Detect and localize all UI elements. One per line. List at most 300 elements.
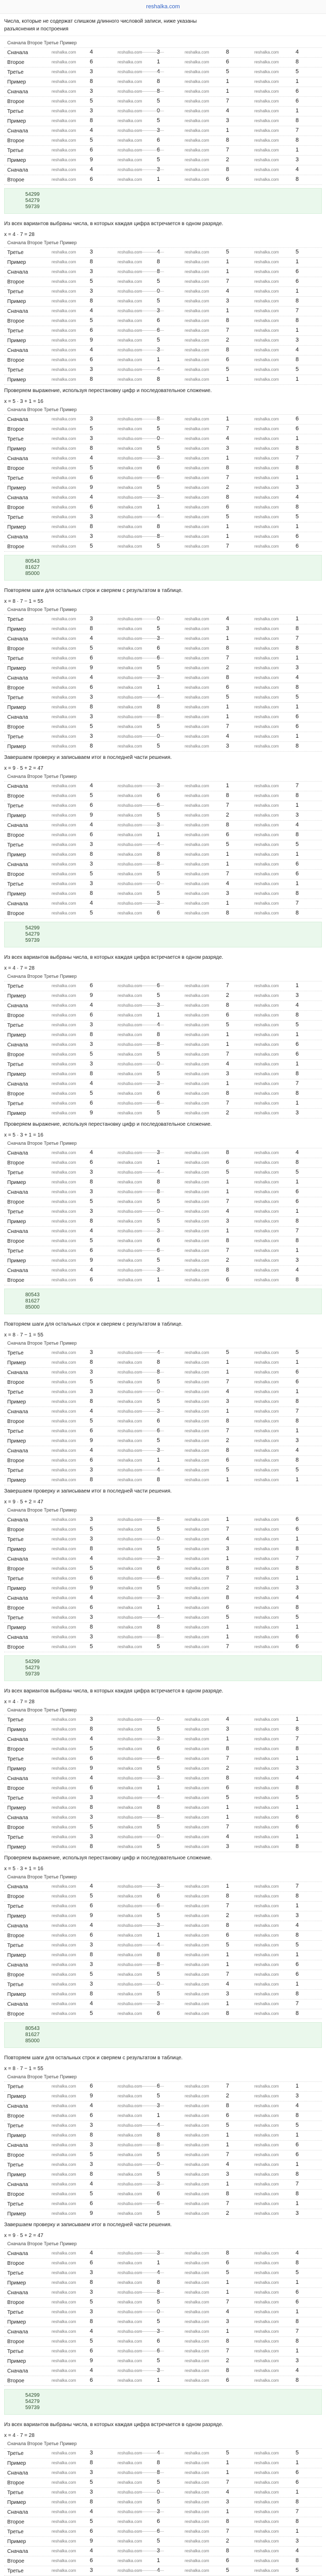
- row-digit: 3: [90, 841, 93, 848]
- watermark-text: reshalka.com: [118, 2539, 142, 2544]
- watermark-text: reshalka.com: [52, 138, 76, 143]
- row-label: Второе: [7, 1278, 25, 1283]
- watermark-text: reshalka.com: [254, 1747, 279, 1751]
- table-row: [4, 624, 322, 634]
- watermark-text: reshalka.com: [118, 1032, 142, 1037]
- row-label: Сначала: [7, 1409, 28, 1415]
- row-digit: 1: [226, 851, 230, 857]
- row-digit: 6: [157, 910, 160, 916]
- row-digit: 4: [90, 2328, 93, 2334]
- row-digit: 8: [226, 1447, 230, 1453]
- row-label: Пример: [7, 1399, 26, 1405]
- row-digit: 3: [90, 2289, 93, 2295]
- row-digit: 6: [90, 1277, 93, 1283]
- watermark-text: reshalka.com: [52, 901, 76, 906]
- row-digit: 5: [157, 2093, 160, 2099]
- row-digit: 5: [90, 1824, 93, 1830]
- row-digit: 7: [226, 982, 230, 989]
- watermark-text: reshalka.com: [185, 1962, 209, 1967]
- row-label: Пример: [7, 1219, 26, 1225]
- row-digit: 3: [90, 2142, 93, 2148]
- watermark-text: reshalka.com: [254, 1605, 279, 1610]
- row-digit: 8: [157, 1031, 160, 1038]
- row-digit: 6: [90, 2083, 93, 2089]
- watermark-text: reshalka.com: [118, 2359, 142, 2363]
- table-row: [4, 2249, 322, 2259]
- row-digit: 5: [157, 2171, 160, 2177]
- watermark-text: reshalka.com: [254, 2490, 279, 2495]
- watermark-text: reshalka.com: [185, 158, 209, 162]
- row-digit: 8: [296, 910, 299, 916]
- row-digit: 8: [296, 137, 299, 143]
- watermark-text: reshalka.com: [185, 1013, 209, 1018]
- solution-note: Повторяем шаги для остальных строк и сверяем с результатом в таблице.: [4, 1321, 183, 1327]
- table-row: [4, 2478, 322, 2488]
- watermark-text: reshalka.com: [118, 1766, 142, 1771]
- row-label: Второе: [7, 685, 25, 691]
- row-digit: 1: [296, 523, 299, 530]
- row-digit: 5: [90, 465, 93, 471]
- row-digit: 8: [296, 1012, 299, 1018]
- table-row: [4, 1456, 322, 1466]
- watermark-text: reshalka.com: [185, 2349, 209, 2353]
- table-row: [4, 2131, 322, 2141]
- watermark-text: reshalka.com: [254, 1170, 279, 1175]
- row-label: Пример: [7, 485, 26, 491]
- row-digit: 5: [157, 2151, 160, 2158]
- highlight-number: 81627: [25, 565, 40, 570]
- watermark-text: reshalka.com: [254, 1409, 279, 1414]
- watermark-text: reshalka.com: [52, 646, 76, 651]
- watermark-text: reshalka.com: [52, 1429, 76, 1433]
- row-digit: 4: [226, 288, 230, 294]
- row-digit: 8: [296, 117, 299, 124]
- highlight-number: 54299: [25, 1659, 40, 1665]
- row-digit: 6: [296, 2142, 299, 2148]
- row-digit: 8: [226, 1418, 230, 1424]
- row-digit: 1: [226, 523, 230, 530]
- row-digit: 4: [90, 1408, 93, 1414]
- row-digit: 6: [157, 2338, 160, 2344]
- row-digit: 3: [296, 2210, 299, 2216]
- watermark-text: reshalka.com: [254, 2143, 279, 2147]
- watermark-text: reshalka.com: [254, 99, 279, 104]
- table-row: [4, 1001, 322, 1011]
- watermark-text: reshalka.com: [185, 79, 209, 84]
- row-digit: 8: [226, 494, 230, 500]
- row-digit: 1: [157, 59, 160, 65]
- watermark-text: reshalka.com: [254, 1576, 279, 1581]
- watermark-text: reshalka.com: [254, 2104, 279, 2108]
- watermark-text: reshalka.com: [185, 177, 209, 182]
- row-digit: 9: [90, 992, 93, 998]
- row-digit: 4: [90, 2367, 93, 2374]
- table-row: [4, 2121, 322, 2131]
- row-digit: 1: [296, 2460, 299, 2466]
- row-digit: 5: [90, 645, 93, 651]
- row-digit: 5: [90, 1643, 93, 1650]
- watermark-text: reshalka.com: [118, 724, 142, 729]
- row-digit: 1: [296, 376, 299, 382]
- table-row: [4, 287, 322, 297]
- row-label: Сначала: [7, 1268, 28, 1274]
- row-digit: 5: [157, 890, 160, 896]
- row-digit: 6: [90, 2200, 93, 2207]
- watermark-text: reshalka.com: [52, 1199, 76, 1204]
- row-label: Сначала: [7, 1229, 28, 1234]
- watermark-text: reshalka.com: [52, 2329, 76, 2334]
- watermark-text: reshalka.com: [254, 1844, 279, 1849]
- watermark-text: reshalka.com: [254, 534, 279, 539]
- watermark-text: reshalka.com: [254, 1180, 279, 1184]
- row-label: Сначала: [7, 534, 28, 540]
- watermark-text: reshalka.com: [118, 1913, 142, 1918]
- table-row: [4, 2288, 322, 2298]
- watermark-text: reshalka.com: [185, 2510, 209, 2514]
- watermark-text: reshalka.com: [254, 1468, 279, 1472]
- watermark-text: reshalka.com: [185, 617, 209, 621]
- row-digit: 3: [226, 890, 230, 896]
- row-digit: 1: [226, 2181, 230, 2187]
- watermark-text: reshalka.com: [52, 842, 76, 847]
- watermark-text: reshalka.com: [185, 1884, 209, 1889]
- watermark-text: reshalka.com: [185, 1615, 209, 1620]
- row-digit: 2: [226, 2093, 230, 2099]
- row-label: Третье: [7, 1982, 24, 1988]
- watermark-text: reshalka.com: [118, 279, 142, 284]
- row-label: Сначала: [7, 1923, 28, 1929]
- table-row: [4, 444, 322, 454]
- table-row: [4, 1060, 322, 1070]
- row-label: Пример: [7, 2500, 26, 2505]
- row-digit: 1: [226, 1179, 230, 1185]
- row-digit: 7: [296, 900, 299, 906]
- row-digit: 6: [296, 1824, 299, 1830]
- row-digit: 1: [226, 1477, 230, 1483]
- table-row: [4, 1387, 322, 1397]
- watermark-text: reshalka.com: [185, 2368, 209, 2373]
- watermark-text: reshalka.com: [185, 250, 209, 255]
- row-digit: 8: [296, 504, 299, 510]
- watermark-text: reshalka.com: [185, 99, 209, 104]
- row-label: Сначала: [7, 1737, 28, 1742]
- watermark-text: reshalka.com: [118, 626, 142, 631]
- row-digit: 7: [226, 98, 230, 104]
- table-row: [4, 307, 322, 316]
- row-digit: 1: [296, 1208, 299, 1214]
- watermark-text: reshalka.com: [254, 993, 279, 998]
- row-digit: 5: [157, 1051, 160, 1057]
- watermark-text: reshalka.com: [52, 715, 76, 719]
- table-header: Сначала Второе Третье Пример: [4, 1141, 322, 1148]
- row-label: Третье: [7, 984, 24, 989]
- row-label: Сначала: [7, 1517, 28, 1523]
- row-digit: 8: [296, 465, 299, 471]
- watermark-text: reshalka.com: [118, 1953, 142, 1957]
- watermark-text: reshalka.com: [185, 1835, 209, 1839]
- watermark-text: reshalka.com: [118, 299, 142, 303]
- row-digit: 6: [90, 1159, 93, 1165]
- watermark-text: reshalka.com: [254, 1032, 279, 1037]
- watermark-text: reshalka.com: [254, 436, 279, 441]
- row-digit: 3: [226, 1218, 230, 1224]
- table-row: [4, 2337, 322, 2347]
- watermark-text: reshalka.com: [52, 1278, 76, 1282]
- watermark-text: reshalka.com: [52, 1448, 76, 1453]
- row-digit: 5: [90, 2518, 93, 2524]
- row-digit: 3: [90, 1981, 93, 1987]
- watermark-text: reshalka.com: [185, 427, 209, 431]
- solution-equation: x = 8 · 7 − 1 = 55: [4, 599, 43, 604]
- watermark-text: reshalka.com: [185, 705, 209, 709]
- row-digit: 3: [90, 268, 93, 275]
- row-digit: 1: [226, 2289, 230, 2295]
- row-label: Второе: [7, 2558, 25, 2564]
- row-digit: 3: [226, 298, 230, 304]
- row-digit: 1: [226, 308, 230, 314]
- row-guide-line: [118, 369, 164, 370]
- table-row: [4, 1735, 322, 1744]
- row-label: Сначала: [7, 2470, 28, 2476]
- watermark-text: reshalka.com: [118, 485, 142, 490]
- table-row: [4, 1427, 322, 1436]
- watermark-text: reshalka.com: [254, 1625, 279, 1630]
- watermark-text: reshalka.com: [52, 1913, 76, 1918]
- row-digit: 6: [226, 59, 230, 65]
- watermark-text: reshalka.com: [185, 1635, 209, 1639]
- row-digit: 4: [226, 1834, 230, 1840]
- watermark-text: reshalka.com: [52, 1150, 76, 1155]
- row-digit: 6: [90, 1903, 93, 1909]
- row-digit: 3: [296, 665, 299, 671]
- row-digit: 5: [157, 426, 160, 432]
- watermark-text: reshalka.com: [52, 1072, 76, 1076]
- table-row: [4, 1535, 322, 1545]
- row-digit: 3: [90, 1022, 93, 1028]
- watermark-text: reshalka.com: [52, 485, 76, 490]
- table-row: [4, 87, 322, 97]
- watermark-text: reshalka.com: [52, 524, 76, 529]
- row-digit: 6: [90, 1785, 93, 1791]
- table-row: [4, 831, 322, 840]
- highlight-number: 54299: [25, 192, 40, 197]
- watermark-text: reshalka.com: [254, 1399, 279, 1404]
- row-label: Сначала: [7, 1776, 28, 1782]
- site-link[interactable]: reshalka.com: [146, 4, 180, 10]
- watermark-text: reshalka.com: [185, 1913, 209, 1918]
- watermark-text: reshalka.com: [185, 279, 209, 284]
- row-digit: 6: [90, 2260, 93, 2266]
- row-digit: 3: [296, 337, 299, 343]
- row-digit: 1: [226, 1736, 230, 1742]
- row-digit: 3: [90, 1814, 93, 1820]
- table-row: [4, 2308, 322, 2317]
- watermark-text: reshalka.com: [52, 1350, 76, 1355]
- row-guide-line: [118, 1617, 164, 1618]
- watermark-text: reshalka.com: [254, 1478, 279, 1482]
- row-digit: 4: [90, 166, 93, 173]
- row-digit: 6: [90, 2377, 93, 2383]
- row-digit: 3: [90, 1169, 93, 1175]
- watermark-text: reshalka.com: [185, 2319, 209, 2324]
- row-digit: 6: [296, 278, 299, 284]
- row-digit: 7: [226, 1824, 230, 1830]
- watermark-text: reshalka.com: [185, 2519, 209, 2524]
- row-digit: 3: [90, 616, 93, 622]
- row-digit: 4: [90, 1775, 93, 1781]
- row-digit: 1: [226, 704, 230, 710]
- row-digit: 9: [90, 2358, 93, 2364]
- row-label: Сначала: [7, 2368, 28, 2374]
- row-digit: 4: [226, 108, 230, 114]
- row-digit: 5: [90, 2338, 93, 2344]
- row-digit: 8: [296, 1745, 299, 1752]
- row-digit: 8: [226, 2548, 230, 2554]
- watermark-text: reshalka.com: [185, 882, 209, 886]
- watermark-text: reshalka.com: [185, 2378, 209, 2383]
- watermark-text: reshalka.com: [185, 1766, 209, 1771]
- watermark-text: reshalka.com: [52, 338, 76, 343]
- row-digit: 7: [296, 2328, 299, 2334]
- watermark-text: reshalka.com: [185, 1992, 209, 1996]
- watermark-text: reshalka.com: [52, 1566, 76, 1571]
- watermark-text: reshalka.com: [52, 1972, 76, 1977]
- watermark-text: reshalka.com: [185, 348, 209, 352]
- row-label: Второе: [7, 1566, 25, 1572]
- watermark-text: reshalka.com: [118, 1380, 142, 1384]
- row-label: Второе: [7, 2480, 25, 2486]
- watermark-text: reshalka.com: [254, 358, 279, 362]
- watermark-text: reshalka.com: [254, 289, 279, 294]
- table-row: [4, 346, 322, 355]
- row-label: Сначала: [7, 1042, 28, 1048]
- watermark-text: reshalka.com: [185, 260, 209, 264]
- watermark-text: reshalka.com: [254, 70, 279, 74]
- row-digit: 5: [157, 543, 160, 549]
- table-row: [4, 277, 322, 287]
- table-row: [4, 991, 322, 1001]
- row-digit: 5: [296, 2269, 299, 2276]
- row-label: Пример: [7, 2172, 26, 2178]
- row-digit: 8: [157, 704, 160, 710]
- watermark-text: reshalka.com: [254, 2310, 279, 2314]
- table-row: [4, 1525, 322, 1535]
- row-digit: 1: [157, 684, 160, 690]
- table-row: [4, 1089, 322, 1099]
- watermark-text: reshalka.com: [52, 328, 76, 333]
- row-digit: 3: [296, 157, 299, 163]
- row-label: Третье: [7, 1101, 24, 1107]
- row-label: Второе: [7, 1645, 25, 1650]
- table-row: [4, 355, 322, 365]
- row-guide-line: [118, 1450, 164, 1451]
- table-row: [4, 1941, 322, 1951]
- table-row: [4, 1911, 322, 1921]
- row-label: Третье: [7, 656, 24, 662]
- row-label: Третье: [7, 1615, 24, 1621]
- row-label: Пример: [7, 2461, 26, 2466]
- row-digit: 6: [296, 1643, 299, 1650]
- row-digit: 5: [90, 1379, 93, 1385]
- row-label: Пример: [7, 1625, 26, 1631]
- row-digit: 1: [226, 1516, 230, 1522]
- watermark-text: reshalka.com: [254, 1219, 279, 1224]
- watermark-text: reshalka.com: [254, 328, 279, 333]
- watermark-text: reshalka.com: [185, 495, 209, 500]
- row-digit: 5: [296, 1022, 299, 1028]
- row-digit: 7: [226, 2479, 230, 2485]
- row-digit: 3: [226, 1071, 230, 1077]
- watermark-text: reshalka.com: [52, 1923, 76, 1928]
- row-label: Пример: [7, 993, 26, 999]
- row-digit: 1: [157, 2112, 160, 2119]
- watermark-text: reshalka.com: [52, 377, 76, 382]
- watermark-text: reshalka.com: [118, 260, 142, 264]
- row-digit: 8: [90, 743, 93, 749]
- row-guide-line: [118, 2531, 164, 2532]
- row-digit: 8: [226, 317, 230, 324]
- table-row: [4, 1276, 322, 1285]
- row-digit: 6: [157, 317, 160, 324]
- row-digit: 8: [90, 2279, 93, 2285]
- row-digit: 8: [296, 317, 299, 324]
- watermark-text: reshalka.com: [254, 1547, 279, 1551]
- watermark-text: reshalka.com: [52, 2211, 76, 2216]
- row-label: Третье: [7, 250, 24, 256]
- watermark-text: reshalka.com: [185, 1052, 209, 1057]
- row-digit: 1: [226, 1359, 230, 1365]
- row-digit: 5: [157, 117, 160, 124]
- watermark-text: reshalka.com: [185, 1982, 209, 1987]
- row-digit: 8: [226, 1775, 230, 1781]
- row-label: Второе: [7, 1786, 25, 1791]
- row-digit: 6: [157, 1238, 160, 1244]
- watermark-text: reshalka.com: [118, 1894, 142, 1899]
- row-digit: 3: [90, 1634, 93, 1640]
- watermark-text: reshalka.com: [185, 1786, 209, 1790]
- solution-equation: x = 9 · 5 + 2 = 47: [4, 766, 43, 771]
- row-digit: 1: [296, 435, 299, 442]
- watermark-text: reshalka.com: [254, 1239, 279, 1243]
- row-digit: 4: [226, 1536, 230, 1542]
- highlight-box: [4, 555, 322, 581]
- row-label: Второе: [7, 2261, 25, 2266]
- row-digit: 8: [296, 298, 299, 304]
- watermark-text: reshalka.com: [254, 158, 279, 162]
- watermark-text: reshalka.com: [118, 1547, 142, 1551]
- row-digit: 8: [90, 1546, 93, 1552]
- solution-note: Из всех вариантов выбраны числа, в которых каждая цифра встречается в одном разряде.: [4, 2422, 223, 2428]
- watermark-text: reshalka.com: [185, 1032, 209, 1037]
- row-digit: 7: [296, 1080, 299, 1087]
- table-row: [4, 683, 322, 693]
- watermark-text: reshalka.com: [52, 2490, 76, 2495]
- row-label: Пример: [7, 891, 26, 897]
- watermark-text: reshalka.com: [52, 2002, 76, 2006]
- watermark-text: reshalka.com: [185, 1150, 209, 1155]
- row-label: Третье: [7, 1248, 24, 1254]
- watermark-text: reshalka.com: [52, 2500, 76, 2504]
- row-digit: 6: [226, 832, 230, 838]
- row-label: Третье: [7, 70, 24, 75]
- watermark-text: reshalka.com: [254, 128, 279, 133]
- watermark-text: reshalka.com: [185, 803, 209, 808]
- watermark-text: reshalka.com: [118, 872, 142, 876]
- row-digit: 5: [90, 723, 93, 730]
- row-digit: 6: [296, 861, 299, 867]
- row-digit: 6: [296, 1634, 299, 1640]
- watermark-text: reshalka.com: [185, 2290, 209, 2295]
